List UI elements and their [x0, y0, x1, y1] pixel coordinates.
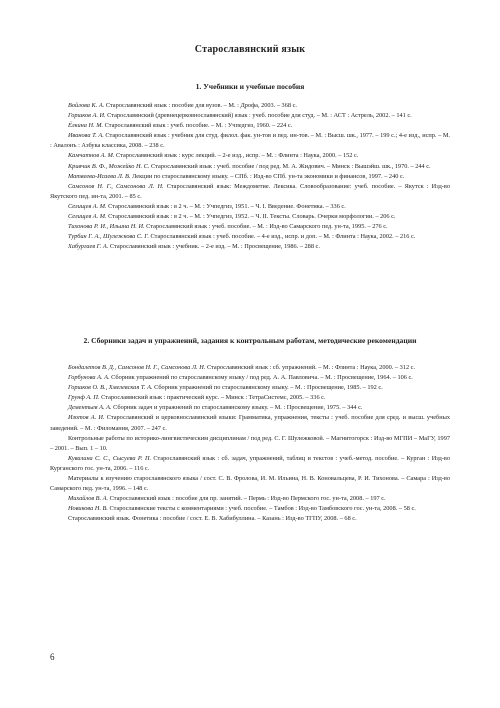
bibliography-entry — [50, 212, 450, 222]
entry-text: Старославянский язык : учебник. – 2-е изд. – М. : Просвещение, 1986. – 288 с. — [108, 243, 320, 251]
entry-author: Горшков А. И. — [68, 112, 106, 120]
bibliography-entry — [50, 514, 450, 524]
entry-text: Лекции по старославянскому языку. – СПб. : Изд-во СПб. ун-та экономики и финансов, 1997. – 240 с. — [130, 172, 405, 180]
entry-text: Старославянский и церковнославянский языки: Грамматика, упражнения, тексты : учеб. пособие для сред. и высш. учебных заведений. – М. : Филомания, 2007. – 247 с. — [50, 414, 450, 432]
section-heading-exercise-collections: 2. Сборники задач и упражнений, задания к контрольным работам, методические рекомендации — [83, 336, 417, 345]
bibliography-entry — [50, 393, 450, 403]
entry-text: Старославянский язык : сб. задач, упражнений, таблиц и текстов : учеб.-метод. пособие. – Курган : Изд-во Курганского гос. ун-та, 2006. – 116 с. — [50, 454, 450, 472]
entry-author: Тихонова Р. И., Ильина Н. И. — [68, 223, 145, 231]
entry-author: Самсонов Н. Г., Самсонова Л. Н. — [68, 182, 164, 190]
bibliography-entry — [50, 363, 450, 373]
entry-author: Турбин Г. А., Шулежкова С. Г. — [68, 233, 149, 241]
entry-author: Бондалетов В. Д., Самсонов Н. Г., Самсонова Л. Н. — [68, 364, 206, 371]
entry-author: Войлова К. А. — [68, 102, 105, 109]
page-number: 6 — [50, 652, 55, 662]
entry-author: Селищев А. М. — [68, 202, 107, 210]
entry-author: Ёлкина Н. М. — [68, 122, 104, 130]
entry-author: Хабургаев Г. А. — [68, 243, 109, 251]
entry-author: Дементьев А. А. — [68, 404, 112, 412]
entry-text: Сборник упражнений по старославянскому языку. – М. : Просвещение, 1985. – 192 с. — [152, 384, 383, 392]
entry-author: Камчатнов А. М. — [68, 152, 115, 160]
entry-text: Старославянский язык : в 2 ч. – М. : Учпедгиз, 1952. – Ч. II. Тексты. Словарь. Очерки морфологии. – 206 с. — [106, 213, 396, 221]
entry-author: Селищев А. М. — [68, 213, 107, 221]
bibliography-entry — [50, 383, 450, 393]
bibliography-entry — [50, 222, 450, 232]
bibliography-entry — [50, 474, 450, 494]
bibliography-entry — [50, 111, 450, 121]
entry-author: Новикова Н. В. — [68, 505, 108, 513]
bibliography-entry — [50, 172, 450, 182]
entry-author: Михайлов В. А. — [68, 495, 109, 503]
entry-text: Сборник упражнений по старославянскому языку / под ред. А. А. Павловича. – М. : Просвещение, 1964. – 106 с. — [109, 374, 413, 382]
entry-text: Старославянский язык : учебник для студ. филол. фак. ун-тов и пед. ин-тов. – М. : Высш. шк., 1977. – 199 с.; 4-е изд., испр. – М. : Авалонъ : Азбука классика, 2008. – 238 с. — [50, 132, 451, 150]
bibliography-entry — [50, 151, 450, 161]
bibliography-entry — [50, 434, 450, 454]
entry-text: Материалы к изучению старославянского языка / сост. С. В. Фролова, И. М. Ильина, Н. В. Коновальцева, Р. И. Тихонова. – Самара : Изд-во Самарского пед. ун-та, 1996. – 148 с. — [50, 475, 450, 493]
bibliography-entry — [50, 373, 450, 383]
entry-author: Изотов А. И. — [68, 414, 105, 422]
entry-author: Матвеева-Исаева Л. В. — [68, 172, 131, 180]
bibliography-entry — [50, 242, 450, 252]
bibliography-entry — [50, 182, 450, 202]
bibliography-entry — [50, 403, 450, 413]
entry-author: Горшков О. В., Хмелевская Т. А. — [68, 384, 153, 392]
bibliography-entry — [50, 454, 450, 474]
bibliography-entry — [50, 101, 450, 111]
entry-text: Старославянский язык : пособие для вузов. – М. : Дрофа, 2003. – 368 с. — [104, 102, 297, 109]
entry-text: Старославянский (древнецерковнославянский) язык : учеб. пособие для студ. – М. : АСТ : Астрель, 2002. – 141 с. — [105, 112, 412, 120]
entry-text: Старославянский язык : учеб. пособие. – М. : Изд-во Самарского пед. ун-та, 1995. – 276 с. — [144, 223, 388, 231]
entry-text: Старославянский язык : сб. упражнений. – М. : Флинта : Наука, 2000. – 312 с. — [205, 364, 416, 371]
entry-text: Сборник задач и упражнений по старославянскому языку. – М. : Просвещение, 1975. – 344 с. — [111, 404, 363, 412]
entry-author: Иванова Т. А. — [68, 132, 104, 140]
bibliography-entry — [50, 413, 450, 433]
exercise-collections-list — [50, 363, 450, 525]
entry-text: Старославянский язык : курс лекций. – 2-е изд., испр. – М. : Флинта : Наука, 2000. – 152 с. — [114, 152, 359, 160]
entry-text: Старославянский язык: Междометие. Лексика. Словообразование: учеб. пособие. – Якутск : Изд-во Якутского пед. ин-та, 2001. – 85 с. — [50, 182, 450, 200]
bibliography-entry — [50, 131, 450, 151]
entry-author: Грунф А. П. — [68, 394, 100, 402]
bibliography-entry — [50, 121, 450, 131]
bibliography-entry — [50, 232, 450, 242]
entry-text: Старославянский язык : практический курс. – Минск : ТетраСистемс, 2005. – 336 с. — [99, 394, 326, 402]
bibliography-entry — [50, 504, 450, 514]
section-heading-textbooks: 1. Учебники и учебные пособия — [195, 82, 305, 91]
bibliography-entry — [50, 494, 450, 504]
bibliography-entry — [50, 162, 450, 172]
bibliography-entry — [50, 202, 450, 212]
entry-author: Кувалина С. С., Сысуева Р. П. — [68, 454, 152, 462]
entry-text: Старославянский язык : учеб. пособие. – 4-е изд., испр. и доп. – М. : Флинта : Наука, 2002. – 216 с. — [148, 233, 416, 241]
page-title: Старославянский язык — [194, 44, 306, 55]
entry-text: Старославянский язык : в 2 ч. – М. : Учпедгиз, 1951. – Ч. I. Введение. Фонетика. – 336 с. — [106, 202, 346, 210]
entry-text: Старославянский язык : пособие для пр. занятий. – Пермь : Изд-во Пермского гос. ун-та, 2008. – 197 с. — [108, 495, 386, 503]
entry-text: Старославянский язык : учеб. пособие. – М. : Учпедгиз, 1960. – 224 с. — [103, 122, 293, 130]
textbooks-list — [50, 101, 450, 252]
entry-text: Старославянский язык : учеб. пособие / под ред. М. А. Жидович. – Минск : Вышэйш. шк., 1970. – 244 с. — [149, 162, 431, 170]
entry-author: Горбунова А. А. — [68, 374, 110, 382]
entry-text: Старославянский язык. Фонетика : пособие / сост. Е. В. Хабибуллина. – Казань : Изд-во ТГПУ, 2008. – 68 с. — [68, 515, 357, 523]
entry-author: Кривчик В. Ф., Можейко Н. С. — [68, 162, 150, 170]
entry-text: Старославянские тексты с комментариями : учеб. пособие. – Тамбов : Изд-во Тамбовского гос. ун-та, 2008. – 58 с. — [107, 505, 416, 513]
entry-text: Контрольные работы по историко-лингвистическим дисциплинам / под ред. С. Г. Шулежковой. – Магнитогорск : Изд-во МГПИ – МаГУ, 1997 – 2001. – Вып. 1 – 10. — [50, 434, 450, 452]
